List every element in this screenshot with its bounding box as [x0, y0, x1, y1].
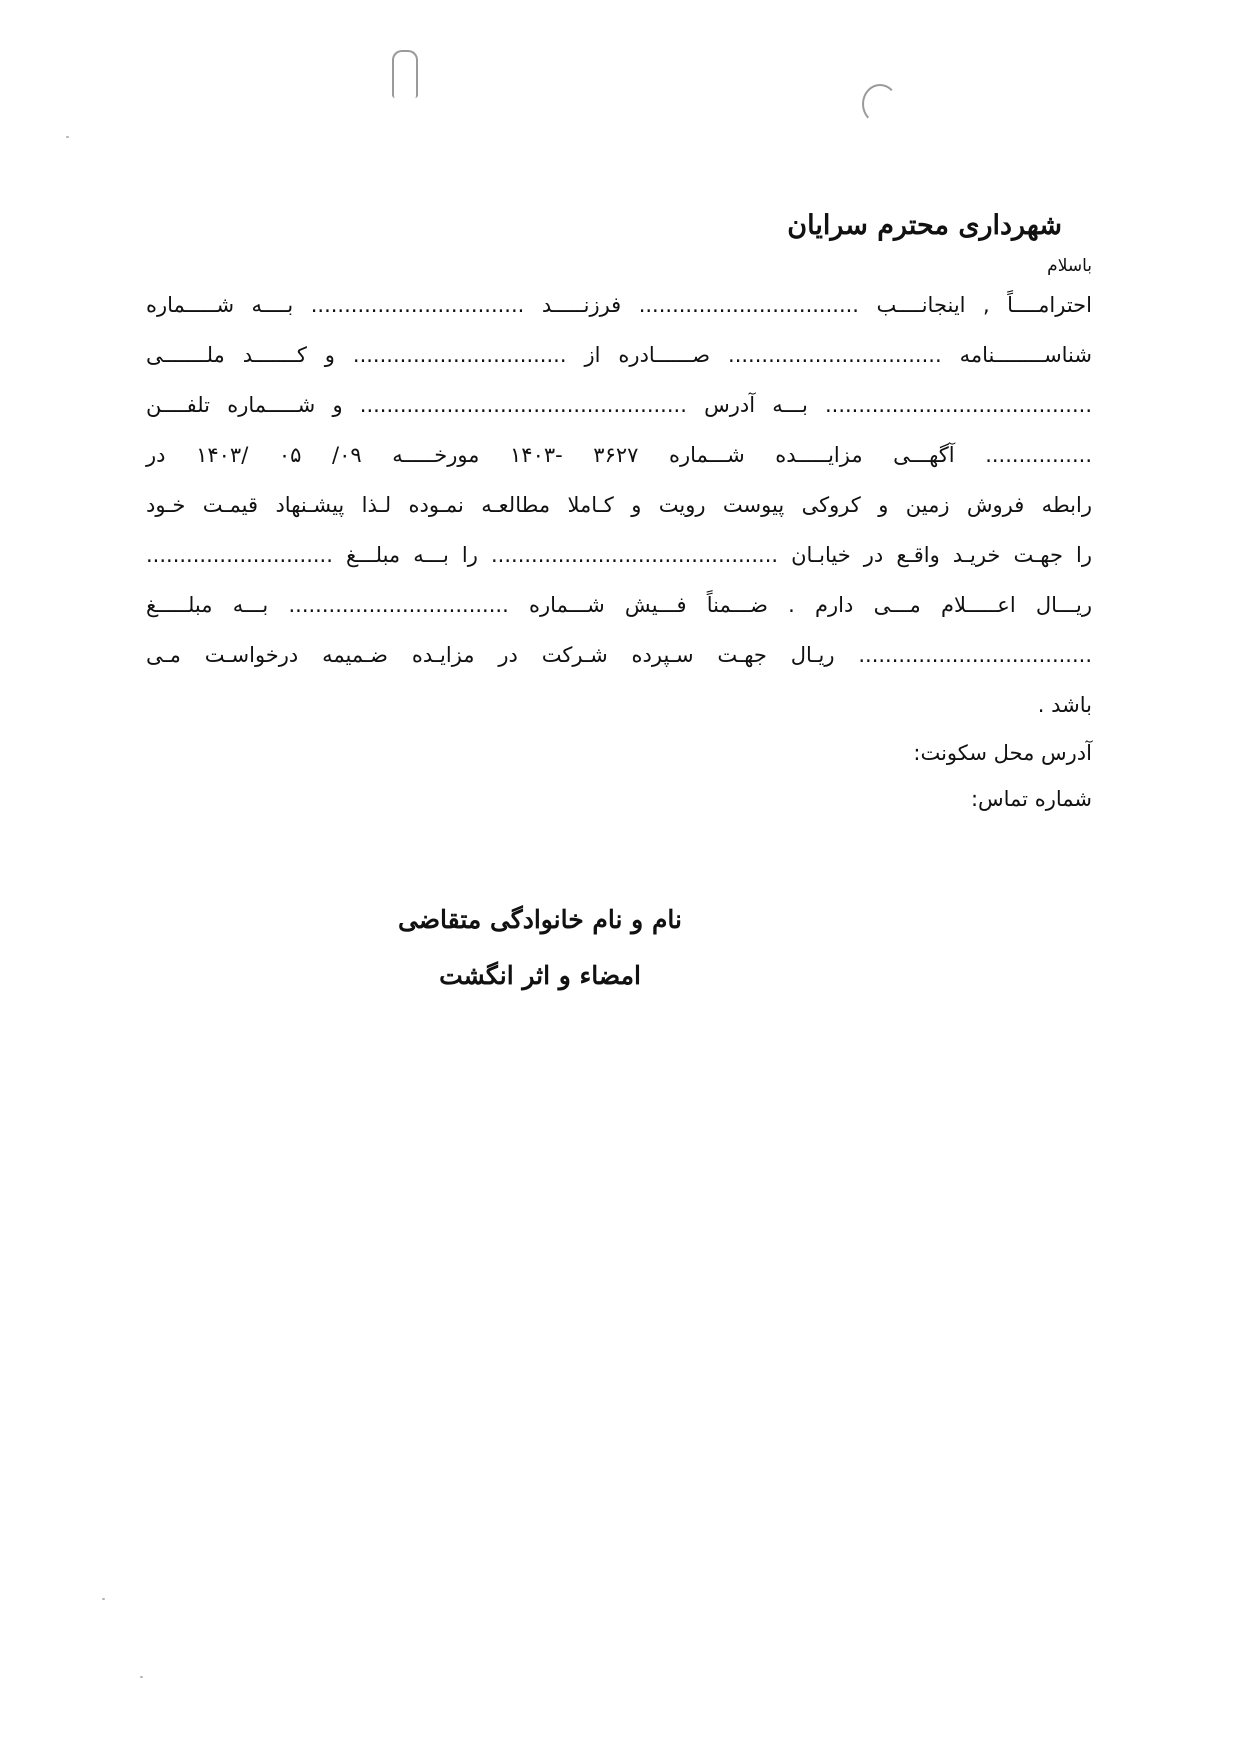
signature-fingerprint-label: امضاء و اثر انگشت: [439, 961, 641, 990]
body-line: ریـــال اعـــــلام مـــی دارم . ضـــمناً فـــیش شـــماره ................................. بـــه مبلـــــغ: [146, 593, 1092, 617]
scan-speck: [140, 1676, 143, 1678]
body-line: شناســــــــنامه ................................ صــــــادره از ................................ و کـــــــد ملـــــــی: [146, 343, 1092, 367]
residence-address-label: آدرس محل سکونت:: [913, 741, 1092, 765]
body-line: ................................... ریـال جهـت سـپرده شـرکت در مزایـده ضـمیمه درخواسـت مـی: [146, 643, 1092, 667]
letter-body: [146, 200, 1092, 822]
body-line: ........................................ بـــه آدرس ................................................. و شـــــماره تلفــــن: [146, 393, 1092, 417]
greeting: باسلام: [1047, 256, 1092, 276]
addressee-heading: شهرداری محترم سرایان: [787, 210, 1062, 241]
body-line: را جهـت خریـد واقـع در خیابـان ........................................... را بـــه مبلـــغ ............................: [146, 543, 1092, 567]
closing-line: باشد .: [1037, 693, 1092, 717]
scan-speck: [66, 136, 69, 138]
body-line: ................ آگهـــی مزایـــــده شـــماره ۳۶۲۷ -۱۴۰۳ مورخـــــه ۰۹/ ۰۵ /۱۴۰۳ در: [146, 443, 1093, 467]
signature-block: [300, 892, 780, 1004]
scan-punch-mark: [862, 84, 898, 124]
scan-speck: [102, 1598, 105, 1600]
scan-punch-mark: [392, 50, 418, 98]
body-line: رابطه فروش زمین و کروکی پیوست رویت و کـاملا مطالعـه نمـوده لـذا پیشـنهاد قیمـت خـود: [146, 493, 1092, 517]
applicant-name-label: نام و نام خانوادگی متقاضی: [397, 905, 683, 934]
contact-number-label: شماره تماس:: [970, 787, 1092, 811]
body-line: احترامــــاً , اینجانــــب ................................. فرزنـــــد ................................ بــــه شـــــماره: [146, 293, 1092, 317]
